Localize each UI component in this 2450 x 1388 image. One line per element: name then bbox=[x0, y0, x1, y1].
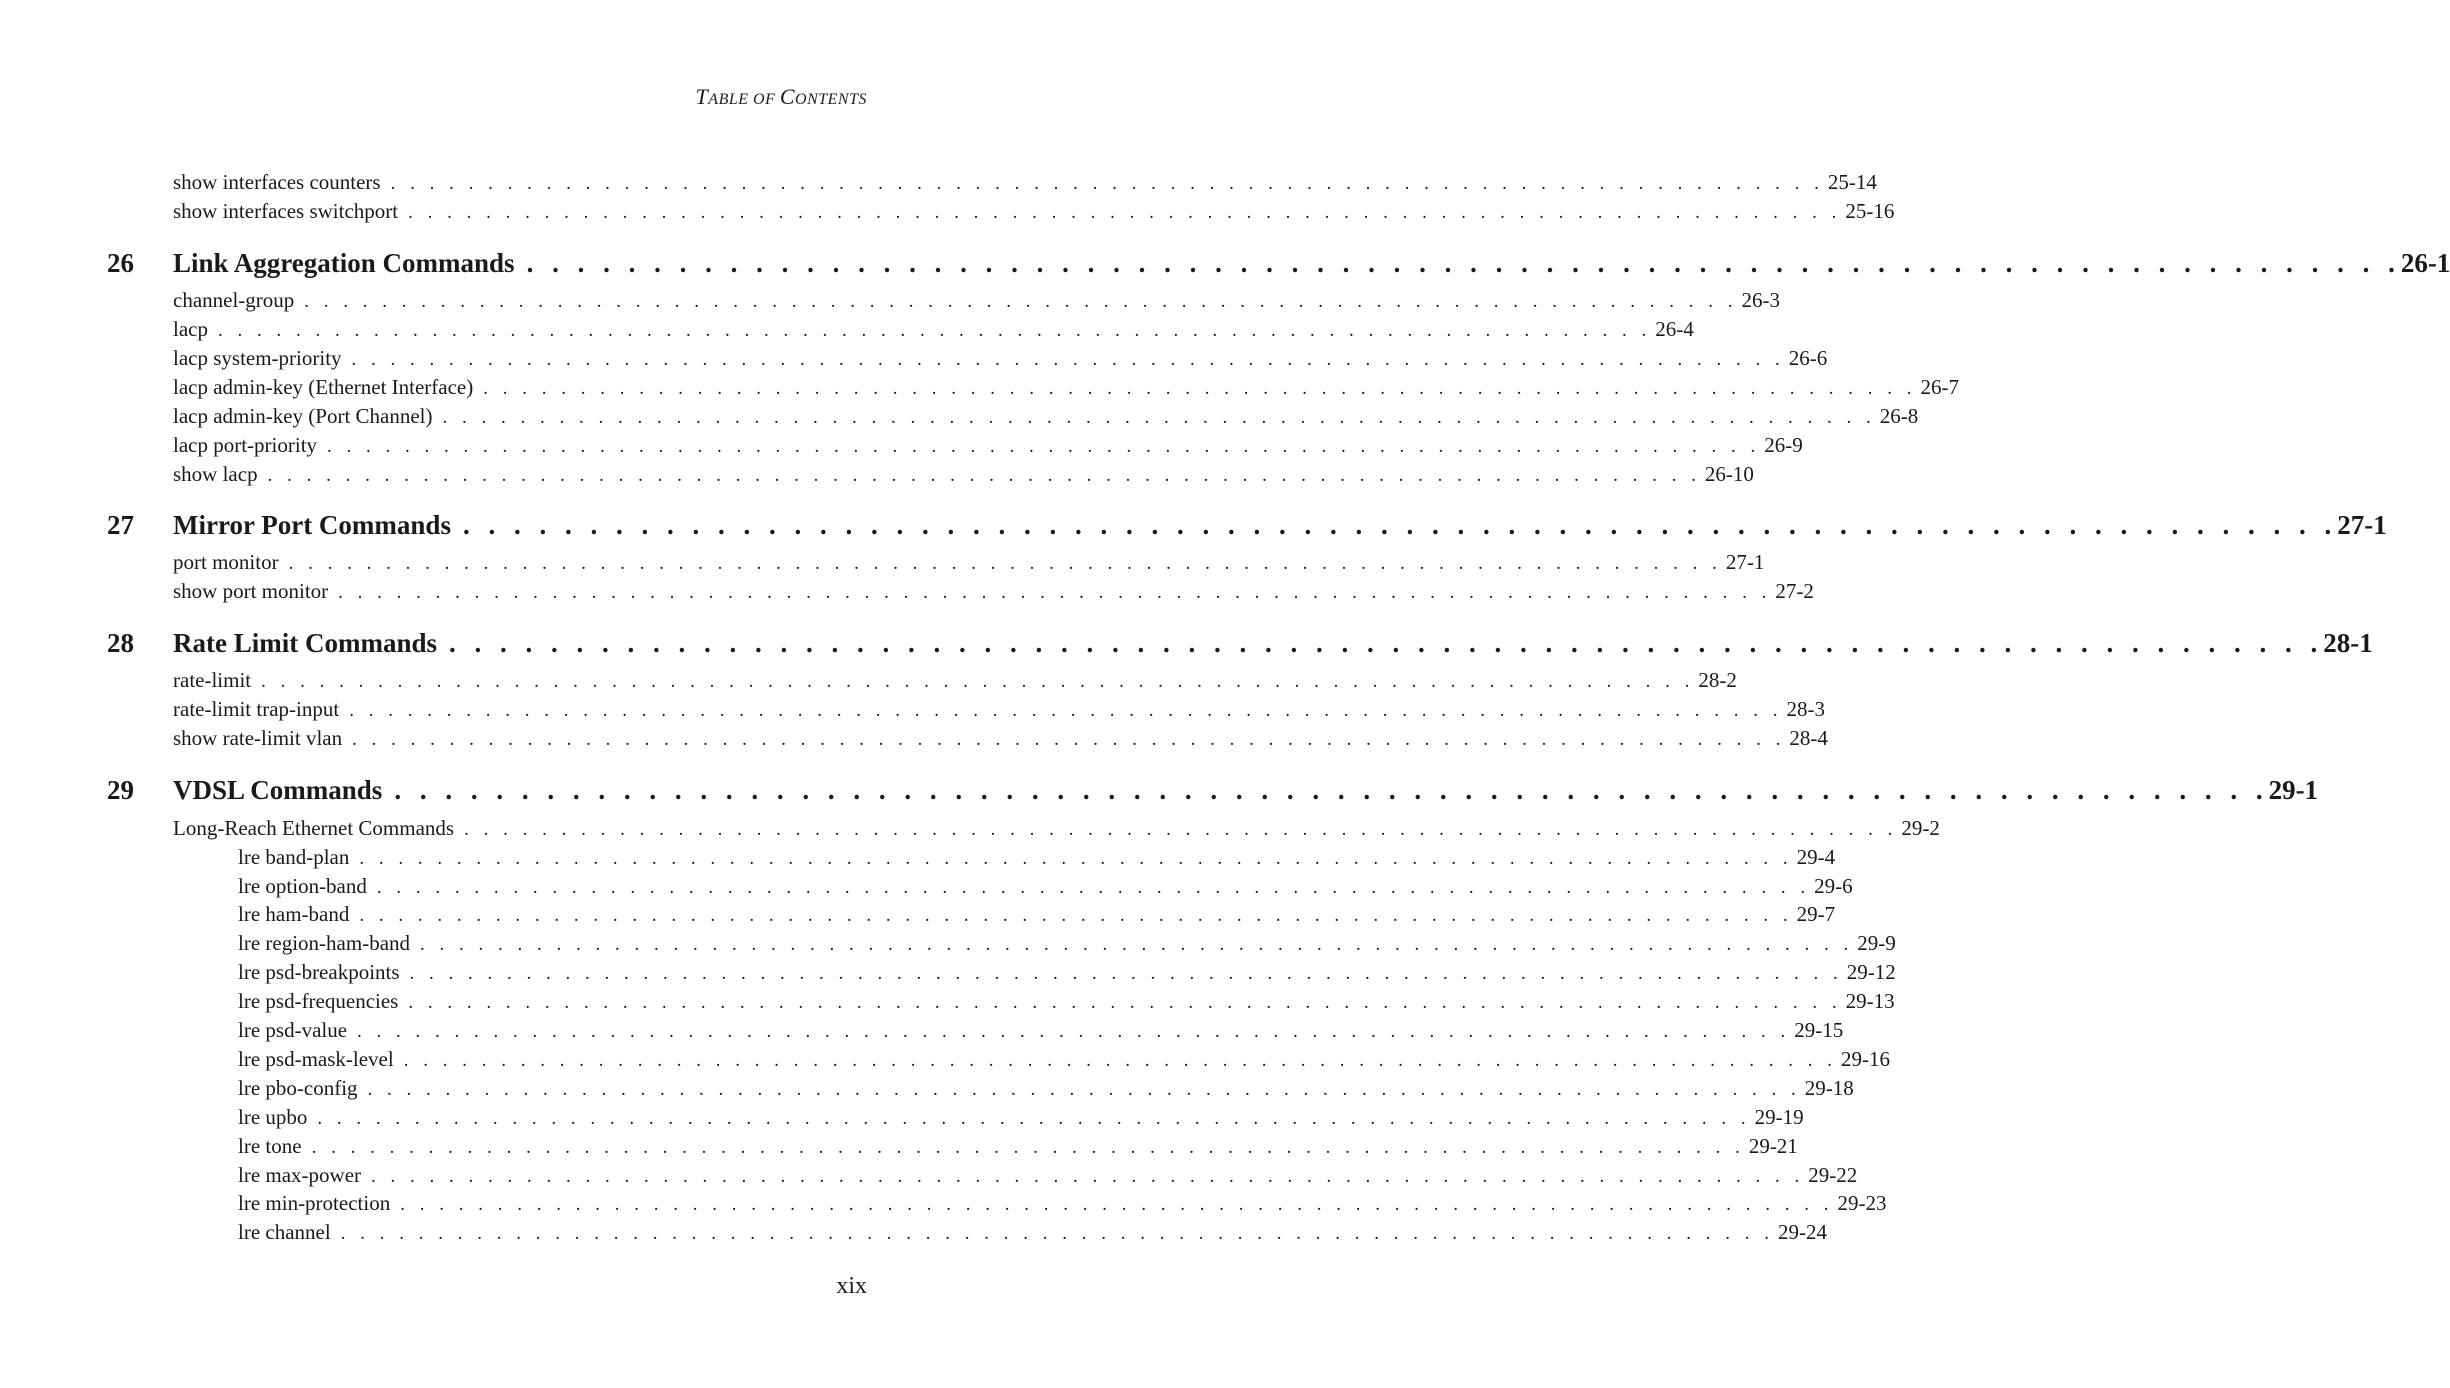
toc-entry-page: 29-18 bbox=[1804, 1076, 1854, 1100]
chapter-heading-27[interactable] bbox=[107, 508, 2387, 542]
chapter-title: Link Aggregation Commands bbox=[173, 248, 515, 278]
dot-leader: . . . . . . . . . . . . . . . . . . . . . . . . . . . . . . . . . . . . . . . . . . . . . . . . . . . . . . . . . . . . . . . . . . . . . . . . . . bbox=[317, 1108, 1751, 1129]
toc-entry[interactable] bbox=[173, 373, 1959, 403]
toc-subentry[interactable] bbox=[238, 987, 1895, 1017]
dot-leader: . . . . . . . . . . . . . . . . . . . . . . . . . . . . . . . . . . . . . . . . . . . . . . . . . . . . . . . . . . . . . . . . . . . . . . . . . . bbox=[408, 202, 1842, 223]
toc-entry-label: lre pbo-config bbox=[238, 1076, 358, 1100]
dot-leader: . . . . . . . . . . . . . . . . . . . . . . . . . . . . . . . . . . . . . . . . . . . . . . . . . . . . . . . . . . . . . . . . . . . . . . . . . . bbox=[338, 582, 1772, 603]
chapter-page: 28-1 bbox=[2323, 628, 2373, 658]
toc-subentry[interactable] bbox=[238, 1218, 1827, 1248]
toc-entry-page: 29-21 bbox=[1748, 1134, 1798, 1158]
toc-subentry[interactable] bbox=[238, 1189, 1887, 1219]
dot-leader: . . . . . . . . . . . . . . . . . . . . . . . . . . . . . . . . . . . . . . . . . . . . . . . . . . . . . . . . . . . . . . . . . . . . . . . . . . bbox=[340, 1223, 1774, 1244]
toc-entry-page: 29-7 bbox=[1796, 902, 1836, 926]
chapter-heading-29[interactable] bbox=[107, 773, 2319, 807]
toc-entry[interactable] bbox=[173, 315, 1694, 345]
dot-leader: . . . . . . . . . . . . . . . . . . . . . . . . . . . . . . . . . . . . . . . . . . . . . . . . . . . . . . . . . . . . . . . . . . . . . . . . . . bbox=[359, 848, 1793, 869]
toc-subentry[interactable] bbox=[238, 1045, 1890, 1075]
toc-entry-label: rate-limit bbox=[173, 668, 252, 692]
dot-leader: . . . . . . . . . . . . . . . . . . . . . . . . . . . . . . . . . . . . . . . . . . . . . . . . . . . . . . . . . . . . . . . . . . . . . . . . . . bbox=[483, 378, 1917, 399]
dot-leader: . . . . . . . . . . . . . . . . . . . . . . . . . . . . . . . . . . . . . . . . . . . . . . . . . . . . . . . . . . . . . . . . . . . . . . . . . . bbox=[327, 436, 1761, 457]
toc-entry-page: 28-4 bbox=[1789, 726, 1828, 750]
toc-entry-page: 29-6 bbox=[1814, 874, 1853, 898]
toc-entry-page: 29-23 bbox=[1837, 1191, 1887, 1215]
dot-leader: . . . . . . . . . . . . . . . . . . . . . . . . . . . . . . . . . . . . . . . . . . . . . . . . . . . . . . . . . . . . . . . . . . . . . . . . . . bbox=[462, 510, 2338, 540]
toc-subentry[interactable] bbox=[238, 1103, 1804, 1133]
toc-entry-page: 27-2 bbox=[1775, 579, 1814, 603]
toc-subentry[interactable] bbox=[238, 1132, 1798, 1162]
dot-leader: . . . . . . . . . . . . . . . . . . . . . . . . . . . . . . . . . . . . . . . . . . . . . . . . . . . . . . . . . . . . . . . . . . . . . . . . . . bbox=[288, 553, 1722, 574]
toc-entry-page: 29-19 bbox=[1754, 1105, 1804, 1129]
dot-leader: . . . . . . . . . . . . . . . . . . . . . . . . . . . . . . . . . . . . . . . . . . . . . . . . . . . . . . . . . . . . . . . . . . . . . . . . . . bbox=[367, 1079, 1801, 1100]
toc-entry-label: channel-group bbox=[173, 288, 295, 312]
toc-subentry[interactable] bbox=[238, 843, 1836, 873]
toc-entry-page: 29-13 bbox=[1845, 989, 1895, 1013]
dot-leader: . . . . . . . . . . . . . . . . . . . . . . . . . . . . . . . . . . . . . . . . . . . . . . . . . . . . . . . . . . . . . . . . . . . . . . . . . . bbox=[376, 877, 1811, 898]
dot-leader: . . . . . . . . . . . . . . . . . . . . . . . . . . . . . . . . . . . . . . . . . . . . . . . . . . . . . . . . . . . . . . . . . . . . . . . . . . bbox=[371, 1166, 1805, 1187]
toc-entry-label: lre psd-value bbox=[238, 1018, 348, 1042]
dot-leader: . . . . . . . . . . . . . . . . . . . . . . . . . . . . . . . . . . . . . . . . . . . . . . . . . . . . . . . . . . . . . . . . . . . . . . . . . . bbox=[261, 671, 1695, 692]
chapter-title: Rate Limit Commands bbox=[173, 628, 437, 658]
chapter-number: 28 bbox=[107, 628, 134, 658]
toc-entry-page: 29-22 bbox=[1808, 1163, 1858, 1187]
toc-entry-label: lre psd-breakpoints bbox=[238, 960, 400, 984]
toc-entry-label: lacp admin-key (Ethernet Interface) bbox=[173, 375, 474, 399]
toc-entry-label: lre band-plan bbox=[238, 845, 350, 869]
running-head-c: C bbox=[779, 84, 796, 109]
toc-entry[interactable] bbox=[173, 724, 1828, 754]
toc-entry-label: lre psd-mask-level bbox=[238, 1047, 394, 1071]
toc-entry-label: Long-Reach Ethernet Commands bbox=[173, 816, 455, 840]
chapter-page: 29-1 bbox=[2268, 775, 2319, 805]
dot-leader: . . . . . . . . . . . . . . . . . . . . . . . . . . . . . . . . . . . . . . . . . . . . . . . . . . . . . . . . . . . . . . . . . . . . . . . . . . bbox=[400, 1194, 1834, 1215]
toc-entry[interactable] bbox=[173, 344, 1828, 374]
toc-entry-page: 25-14 bbox=[1827, 170, 1877, 194]
toc-entry[interactable] bbox=[173, 286, 1781, 316]
toc-entry-page: 29-12 bbox=[1846, 960, 1896, 984]
toc-entry-page: 27-1 bbox=[1725, 550, 1765, 574]
toc-entry-label: lacp admin-key (Port Channel) bbox=[173, 404, 433, 428]
dot-leader: . . . . . . . . . . . . . . . . . . . . . . . . . . . . . . . . . . . . . . . . . . . . . . . . . . . . . . . . . . . . . . . . . . . . . . . . . . bbox=[403, 1050, 1837, 1071]
dot-leader: . . . . . . . . . . . . . . . . . . . . . . . . . . . . . . . . . . . . . . . . . . . . . . . . . . . . . . . . . . . . . . . . . . . . . . . . . . bbox=[217, 320, 1652, 341]
running-head bbox=[696, 84, 867, 110]
dot-leader: . . . . . . . . . . . . . . . . . . . . . . . . . . . . . . . . . . . . . . . . . . . . . . . . . . . . . . . . . . . . . . . . . . . . . . . . . . bbox=[442, 407, 1876, 428]
toc-entry-page: 26-6 bbox=[1788, 346, 1828, 370]
toc-subentry[interactable] bbox=[238, 872, 1853, 902]
page-number: xix bbox=[836, 1273, 867, 1299]
toc-entry-page: 29-9 bbox=[1857, 931, 1896, 955]
toc-entry-label: show port monitor bbox=[173, 579, 329, 603]
dot-leader: . . . . . . . . . . . . . . . . . . . . . . . . . . . . . . . . . . . . . . . . . . . . . . . . . . . . . . . . . . . . . . . . . . . . . . . . . . bbox=[394, 775, 2269, 805]
dot-leader: . . . . . . . . . . . . . . . . . . . . . . . . . . . . . . . . . . . . . . . . . . . . . . . . . . . . . . . . . . . . . . . . . . . . . . . . . . bbox=[408, 992, 1842, 1013]
dot-leader: . . . . . . . . . . . . . . . . . . . . . . . . . . . . . . . . . . . . . . . . . . . . . . . . . . . . . . . . . . . . . . . . . . . . . . . . . . bbox=[449, 628, 2324, 658]
dot-leader: . . . . . . . . . . . . . . . . . . . . . . . . . . . . . . . . . . . . . . . . . . . . . . . . . . . . . . . . . . . . . . . . . . . . . . . . . . bbox=[420, 934, 1854, 955]
toc-entry-page: 26-7 bbox=[1920, 375, 1959, 399]
toc-entry[interactable] bbox=[173, 814, 1940, 844]
chapter-page: 26-1 bbox=[2400, 248, 2450, 278]
toc-entry-page: 29-16 bbox=[1840, 1047, 1890, 1071]
chapter-number: 27 bbox=[107, 510, 134, 540]
toc-entry-label: lre max-power bbox=[238, 1163, 362, 1187]
toc-entry[interactable] bbox=[173, 168, 1877, 198]
dot-leader: . . . . . . . . . . . . . . . . . . . . . . . . . . . . . . . . . . . . . . . . . . . . . . . . . . . . . . . . . . . . . . . . . . . . . . . . . . bbox=[526, 248, 2401, 278]
toc-entry-label: lacp port-priority bbox=[173, 433, 318, 457]
toc-entry-page: 25-16 bbox=[1845, 199, 1895, 223]
toc-entry-page: 29-24 bbox=[1777, 1220, 1827, 1244]
toc-entry[interactable] bbox=[173, 666, 1737, 696]
running-head-ontents: ONTENTS bbox=[795, 91, 867, 108]
toc-entry-page: 28-3 bbox=[1786, 697, 1825, 721]
toc-entry[interactable] bbox=[173, 197, 1895, 227]
chapter-page: 27-1 bbox=[2337, 510, 2387, 540]
dot-leader: . . . . . . . . . . . . . . . . . . . . . . . . . . . . . . . . . . . . . . . . . . . . . . . . . . . . . . . . . . . . . . . . . . . . . . . . . . bbox=[357, 1021, 1791, 1042]
chapter-heading-26[interactable] bbox=[107, 246, 2450, 280]
toc-subentry[interactable] bbox=[238, 1074, 1854, 1104]
running-head-t: T bbox=[695, 84, 709, 109]
toc-entry-page: 26-9 bbox=[1764, 433, 1803, 457]
toc-subentry[interactable] bbox=[238, 958, 1896, 988]
toc-entry[interactable] bbox=[173, 431, 1803, 461]
toc-entry-page: 29-15 bbox=[1794, 1018, 1844, 1042]
toc-entry-label: lacp bbox=[173, 317, 208, 341]
toc-entry-label: lre channel bbox=[238, 1220, 331, 1244]
toc-entry-label: lre region-ham-band bbox=[238, 931, 411, 955]
toc-entry-page: 28-2 bbox=[1698, 668, 1737, 692]
toc-entry-label: show lacp bbox=[173, 462, 258, 486]
toc-entry-page: 29-4 bbox=[1796, 845, 1836, 869]
dot-leader: . . . . . . . . . . . . . . . . . . . . . . . . . . . . . . . . . . . . . . . . . . . . . . . . . . . . . . . . . . . . . . . . . . . . . . . . . . bbox=[267, 465, 1701, 486]
dot-leader: . . . . . . . . . . . . . . . . . . . . . . . . . . . . . . . . . . . . . . . . . . . . . . . . . . . . . . . . . . . . . . . . . . . . . . . . . . bbox=[311, 1137, 1745, 1158]
toc-entry-label: lre psd-frequencies bbox=[238, 989, 399, 1013]
toc-entry-label: lacp system-priority bbox=[173, 346, 342, 370]
toc-entry-label: lre tone bbox=[238, 1134, 302, 1158]
toc-entry[interactable] bbox=[173, 460, 1754, 490]
dot-leader: . . . . . . . . . . . . . . . . . . . . . . . . . . . . . . . . . . . . . . . . . . . . . . . . . . . . . . . . . . . . . . . . . . . . . . . . . . bbox=[304, 291, 1738, 312]
chapter-number: 29 bbox=[107, 775, 134, 805]
toc-entry-label: show interfaces switchport bbox=[173, 199, 399, 223]
dot-leader: . . . . . . . . . . . . . . . . . . . . . . . . . . . . . . . . . . . . . . . . . . . . . . . . . . . . . . . . . . . . . . . . . . . . . . . . . . bbox=[390, 173, 1824, 194]
chapter-number: 26 bbox=[107, 248, 134, 278]
toc-entry-label: port monitor bbox=[173, 550, 279, 574]
chapter-title: VDSL Commands bbox=[173, 775, 383, 805]
dot-leader: . . . . . . . . . . . . . . . . . . . . . . . . . . . . . . . . . . . . . . . . . . . . . . . . . . . . . . . . . . . . . . . . . . . . . . . . . . bbox=[464, 819, 1898, 840]
toc-entry-page: 26-8 bbox=[1879, 404, 1919, 428]
toc-entry-label: lre option-band bbox=[238, 874, 367, 898]
dot-leader: . . . . . . . . . . . . . . . . . . . . . . . . . . . . . . . . . . . . . . . . . . . . . . . . . . . . . . . . . . . . . . . . . . . . . . . . . . bbox=[352, 729, 1786, 750]
toc-subentry[interactable] bbox=[238, 1016, 1844, 1046]
toc-entry-label: show rate-limit vlan bbox=[173, 726, 343, 750]
dot-leader: . . . . . . . . . . . . . . . . . . . . . . . . . . . . . . . . . . . . . . . . . . . . . . . . . . . . . . . . . . . . . . . . . . . . . . . . . . bbox=[359, 905, 1793, 926]
toc-entry-page: 29-2 bbox=[1901, 816, 1940, 840]
toc-entry-page: 26-4 bbox=[1655, 317, 1694, 341]
dot-leader: . . . . . . . . . . . . . . . . . . . . . . . . . . . . . . . . . . . . . . . . . . . . . . . . . . . . . . . . . . . . . . . . . . . . . . . . . . bbox=[409, 963, 1843, 984]
toc-entry-label: show interfaces counters bbox=[173, 170, 381, 194]
toc-entry[interactable] bbox=[173, 577, 1814, 607]
dot-leader: . . . . . . . . . . . . . . . . . . . . . . . . . . . . . . . . . . . . . . . . . . . . . . . . . . . . . . . . . . . . . . . . . . . . . . . . . . bbox=[351, 349, 1785, 370]
toc-subentry[interactable] bbox=[238, 900, 1836, 930]
toc-entry[interactable] bbox=[173, 548, 1765, 578]
dot-leader: . . . . . . . . . . . . . . . . . . . . . . . . . . . . . . . . . . . . . . . . . . . . . . . . . . . . . . . . . . . . . . . . . . . . . . . . . . bbox=[349, 700, 1783, 721]
chapter-title: Mirror Port Commands bbox=[173, 510, 451, 540]
toc-entry[interactable] bbox=[173, 695, 1825, 725]
toc-entry[interactable] bbox=[173, 402, 1919, 432]
toc-entry-label: rate-limit trap-input bbox=[173, 697, 340, 721]
toc-entry-page: 26-10 bbox=[1704, 462, 1754, 486]
running-head-able-of: ABLE OF bbox=[708, 91, 780, 108]
toc-subentry[interactable] bbox=[238, 1161, 1858, 1191]
chapter-heading-28[interactable] bbox=[107, 626, 2373, 660]
toc-entry-label: lre ham-band bbox=[238, 902, 350, 926]
toc-subentry[interactable] bbox=[238, 929, 1896, 959]
toc-entry-label: lre min-protection bbox=[238, 1191, 391, 1215]
toc-entry-page: 26-3 bbox=[1741, 288, 1781, 312]
toc-entry-label: lre upbo bbox=[238, 1105, 308, 1129]
